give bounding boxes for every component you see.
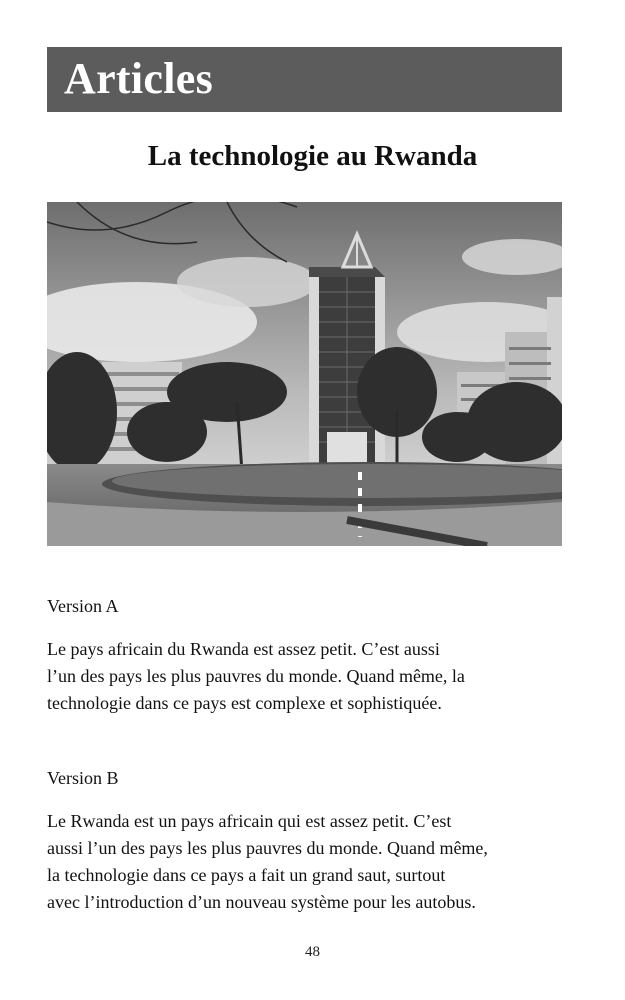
- version-a-label: Version A: [47, 596, 119, 616]
- version-b-paragraph: [47, 808, 567, 916]
- section-title: Articles: [64, 54, 213, 103]
- version-b-line-1: Le Rwanda est un pays africain qui est assez petit. C’est: [47, 811, 452, 831]
- version-b-label: Version B: [47, 768, 119, 788]
- version-b-line-4: avec l’introduction d’un nouveau système pour les autobus.: [47, 892, 476, 912]
- version-b-line-2: aussi l’un des pays les plus pauvres du monde. Quand même,: [47, 838, 488, 858]
- version-a-line-1: Le pays africain du Rwanda est assez petit. C’est aussi: [47, 639, 440, 659]
- section-header-bar: [47, 47, 562, 112]
- article-photo: [47, 202, 562, 546]
- article-title: La technologie au Rwanda: [147, 140, 478, 172]
- version-a-line-2: l’un des pays les plus pauvres du monde. Quand même, la: [47, 666, 465, 686]
- version-a-paragraph: [47, 636, 567, 717]
- page-number: 48: [305, 944, 320, 960]
- version-a-line-3: technologie dans ce pays est complexe et sophistiquée.: [47, 693, 442, 713]
- version-b-line-3: la technologie dans ce pays a fait un grand saut, surtout: [47, 865, 446, 885]
